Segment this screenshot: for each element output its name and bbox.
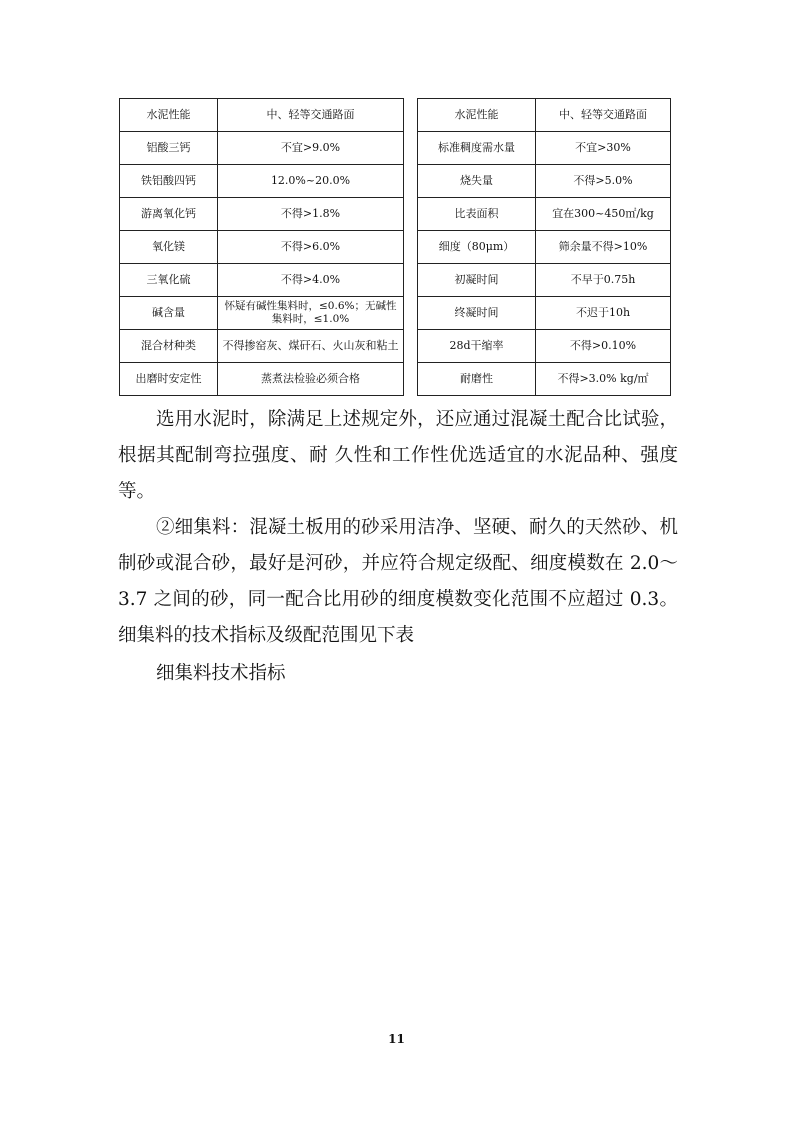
property-name: 铝酸三钙: [120, 132, 218, 165]
property-value: 不早于0.75h: [536, 264, 671, 297]
property-value: 不得>5.0%: [536, 165, 671, 198]
property-value: 不得>3.0% kg/㎡: [536, 363, 671, 396]
property-value: 不迟于10h: [536, 297, 671, 330]
page-number: 11: [388, 1032, 405, 1046]
property-name: 氧化镁: [120, 231, 218, 264]
property-name: 铁铝酸四钙: [120, 165, 218, 198]
cement-spec-table: [119, 98, 671, 396]
property-value: 不得掺窑灰、煤矸石、火山灰和粘土: [218, 330, 404, 363]
table-row: [120, 297, 671, 330]
table-row: [120, 198, 671, 231]
cement-selection-paragraph: 选用水泥时，除满足上述规定外，还应通过混凝土配合比试验，根据其配制弯拉强度、耐 久性和工作性优选适宜的水泥品种、强度等。: [118, 409, 678, 502]
property-name: 水泥性能: [120, 99, 218, 132]
property-value: 筛余量不得>10%: [536, 231, 671, 264]
property-name: 28d干缩率: [418, 330, 536, 363]
property-value: 不得>6.0%: [218, 231, 404, 264]
table-row: [120, 330, 671, 363]
table-row: [120, 165, 671, 198]
property-value: 不宜>9.0%: [218, 132, 404, 165]
property-value: 宜在300~450㎡/kg: [536, 198, 671, 231]
property-name: 标准稠度需水量: [418, 132, 536, 165]
property-value: 中、轻等交通路面: [536, 99, 671, 132]
property-name: 烧失量: [418, 165, 536, 198]
fine-aggregate-paragraph: ②细集料：混凝土板用的砂采用洁净、坚硬、耐久的天然砂、机制砂或混合砂，最好是河砂，并应符合规定级配、细度模数在 2.0～3.7 之间的砂，同一配合比用砂的细度模数变化范围不应超过 0.3。细集料的技术指标及级配范围见下表: [118, 517, 678, 646]
property-value: 怀疑有碱性集料时，≤0.6%；无碱性集料时，≤1.0%: [218, 297, 404, 330]
property-value: 蒸煮法检验必须合格: [218, 363, 404, 396]
property-name: 终凝时间: [418, 297, 536, 330]
table-row: [120, 132, 671, 165]
table-row: [120, 264, 671, 297]
property-name: 初凝时间: [418, 264, 536, 297]
property-value: 不得>0.10%: [536, 330, 671, 363]
property-name: 水泥性能: [418, 99, 536, 132]
property-name: 混合材种类: [120, 330, 218, 363]
column-divider: [404, 99, 418, 396]
property-value: 不得>1.8%: [218, 198, 404, 231]
property-name: 耐磨性: [418, 363, 536, 396]
table-row: [120, 231, 671, 264]
property-name: 出磨时安定性: [120, 363, 218, 396]
property-value: 中、轻等交通路面: [218, 99, 404, 132]
property-name: 碱含量: [120, 297, 218, 330]
property-name: 游离氧化钙: [120, 198, 218, 231]
property-value: 不得>4.0%: [218, 264, 404, 297]
table-caption: 细集料技术指标: [156, 663, 286, 684]
table-row: [120, 363, 671, 396]
table-row: [120, 99, 671, 132]
property-name: 三氧化硫: [120, 264, 218, 297]
property-name: 细度（80μm）: [418, 231, 536, 264]
property-name: 比表面积: [418, 198, 536, 231]
property-value: 12.0%~20.0%: [218, 165, 404, 198]
property-value: 不宜>30%: [536, 132, 671, 165]
